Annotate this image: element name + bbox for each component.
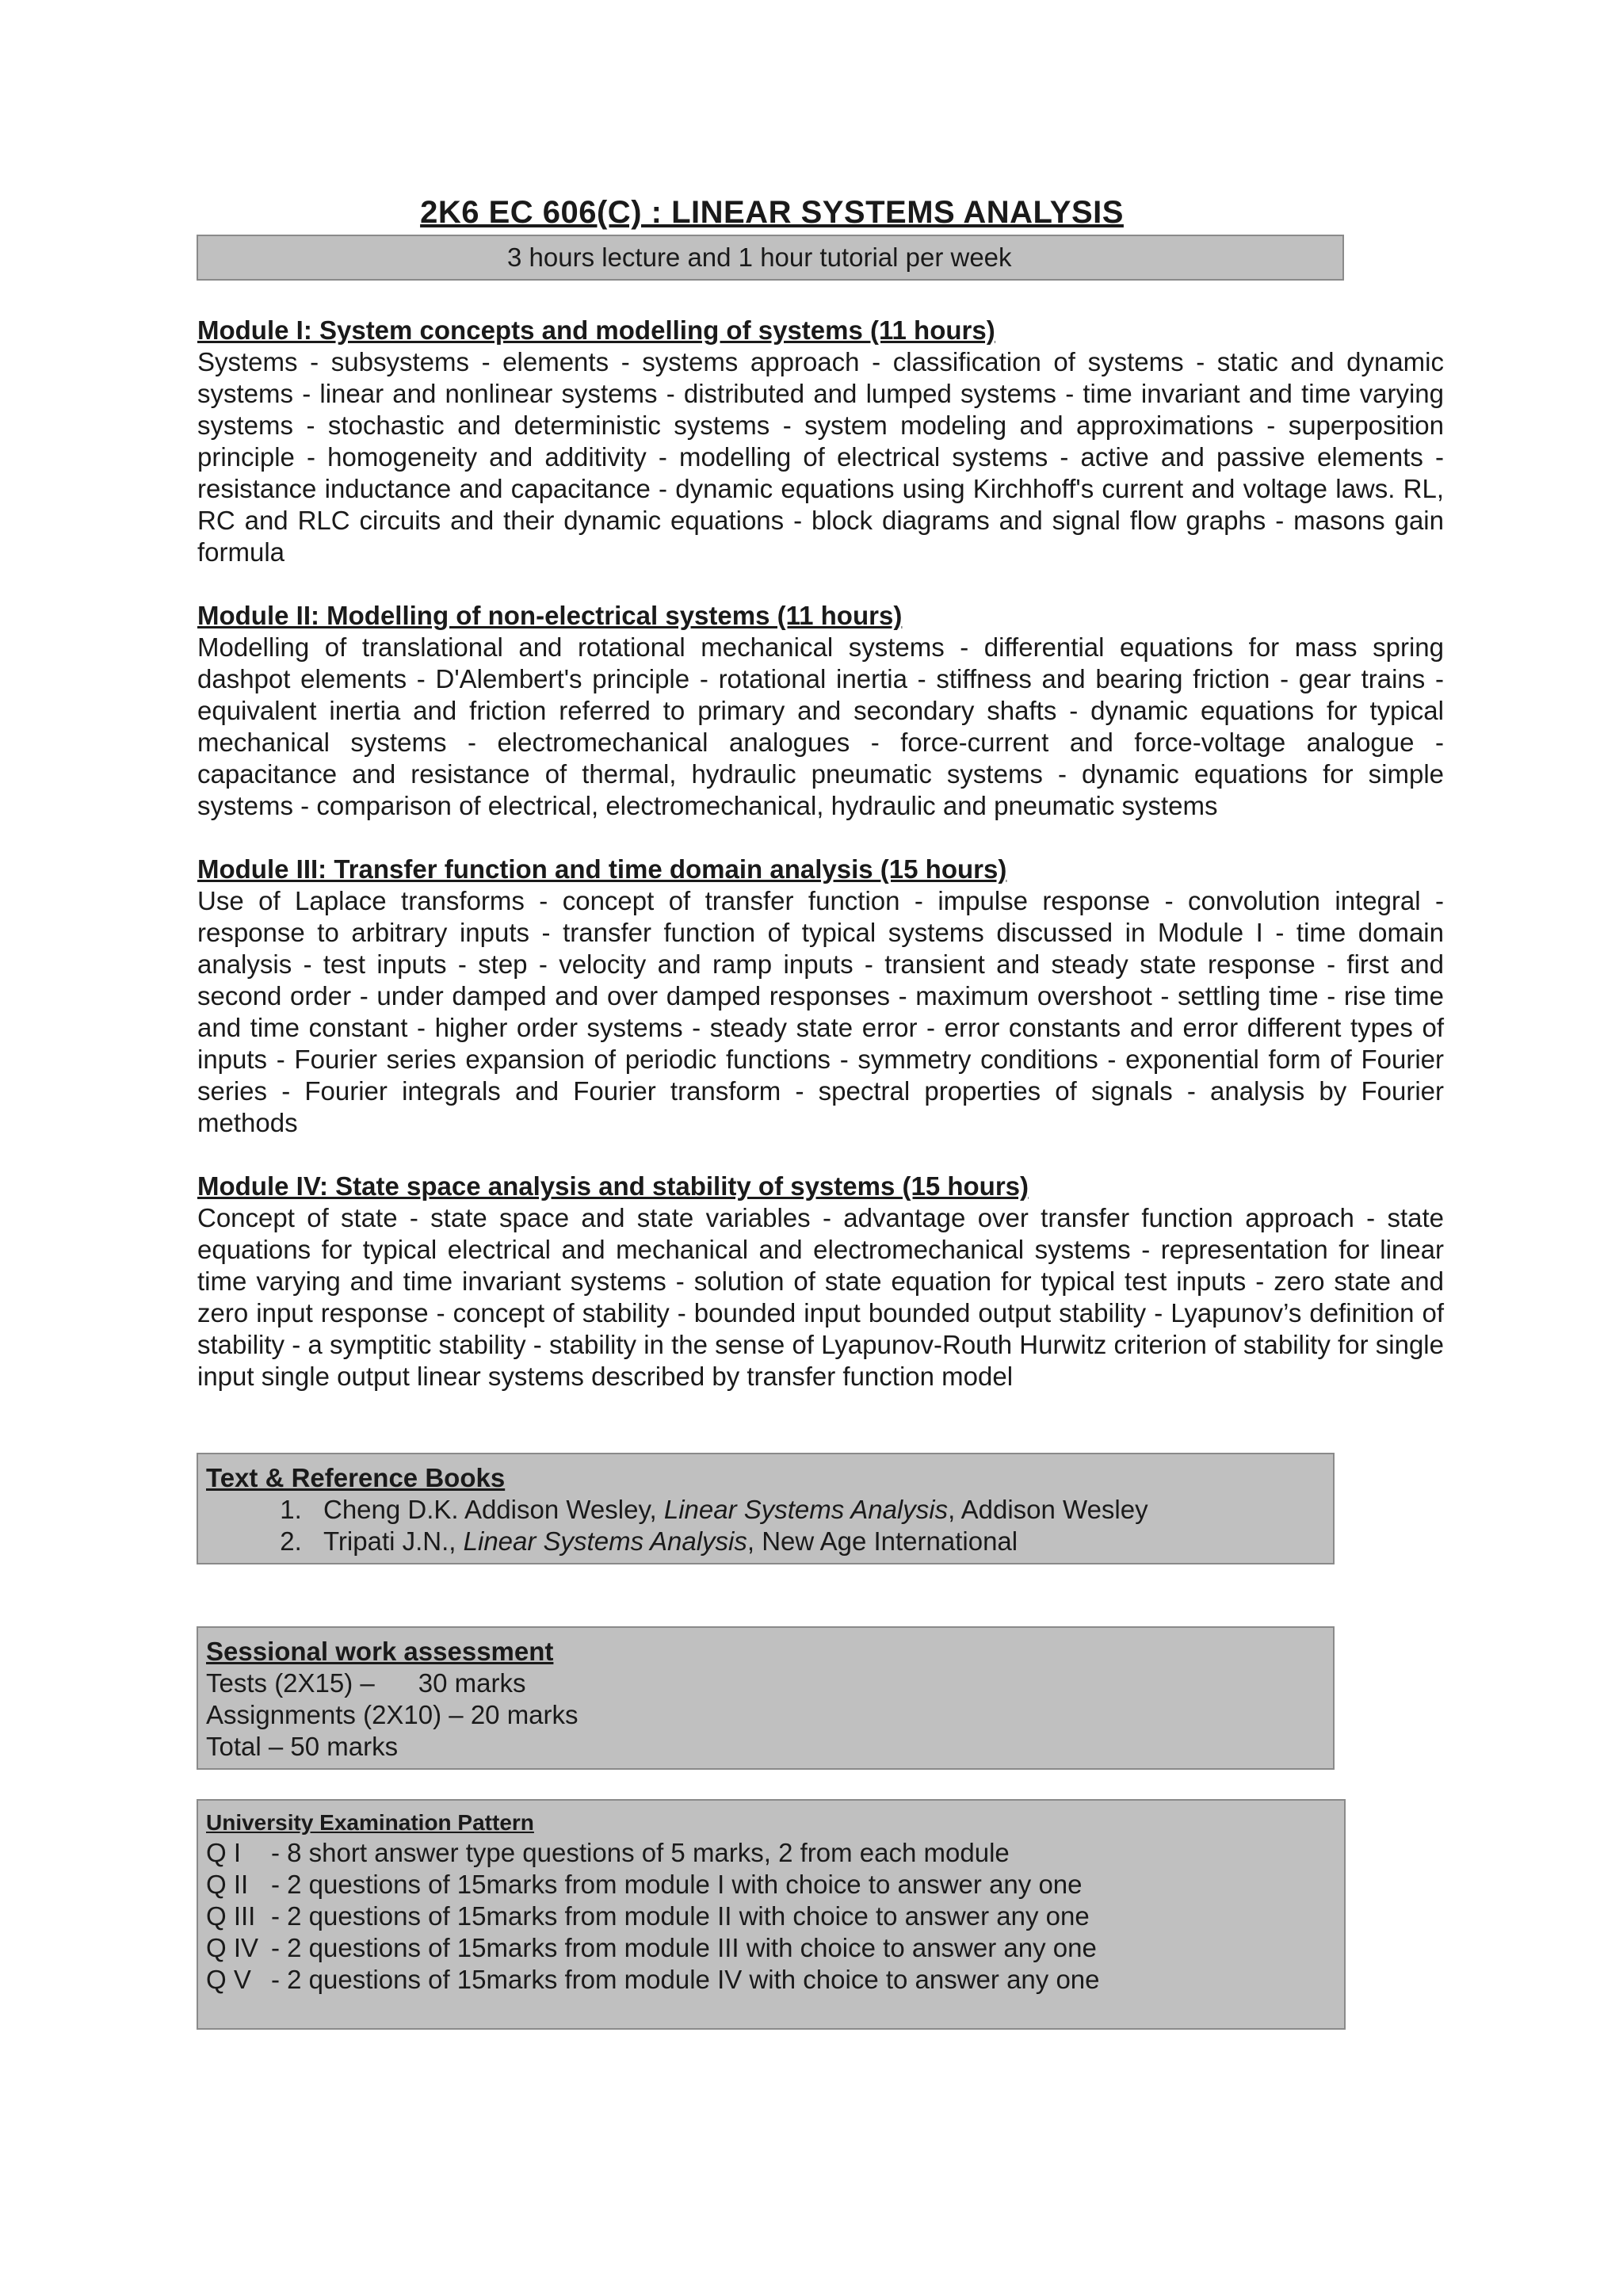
book-title: Linear Systems Analysis [663,1495,949,1524]
hours-text: 3 hours lecture and 1 hour tutorial per week [507,243,1012,272]
module-3-text: Use of Laplace transforms - concept of transfer function - impulse response - convolution integral - response to arbitrary inputs - transfer function of typical systems discussed in Module I - time domain analysis - test inputs - step - velocity and ramp inputs - transient and steady state response - first and second order - under damped and over damped responses - maximum overshoot - settling time - rise time and time constant - higher order systems - steady state error - error constants and error different types of inputs - Fourier series expansion of periodic functions - symmetry conditions - exponential form of Fourier series - Fourier integrals and Fourier transform - spectral properties of signals - analysis by Fourier methods [197,886,1444,1137]
module-4-text: Concept of state - state space and state variables - advantage over transfer function approach - state equations for typical electrical and mechanical and electromechanical systems - representation for linear time varying and time invariant systems - solution of state equation for typical test inputs - zero state and zero input response - concept of stability - bounded input bounded output stability - Lyapunov’s definition of stability - a symptitic stability - stability in the sense of Lyapunov-Routh Hurwitz criterion of stability for single input single output linear systems described by transfer function model [197,1203,1444,1391]
book-publisher: , Addison Wesley [948,1495,1148,1524]
question-description: - 8 short answer type questions of 5 marks, 2 from each module [271,1838,1010,1867]
question-number: Q II [206,1870,249,1899]
question-number: Q I [206,1838,242,1867]
question-description: - 2 questions of 15marks from module II with choice to answer any one [271,1901,1090,1931]
book-item [309,1494,1325,1526]
question-number: Q III [206,1901,256,1931]
book-author: Tripati J.N., [323,1526,464,1556]
assessment-row: Assignments (2X10) – 20 marks [206,1700,579,1729]
book-title: Linear Systems Analysis [463,1526,747,1556]
exam-row [206,1964,1336,1996]
module-2 [197,600,1444,822]
question-number: Q V [206,1965,251,1994]
exam-row [206,1869,1336,1901]
reference-books-box [197,1453,1335,1564]
module-1-text: Systems - subsystems - elements - systems approach - classification of systems - static and dynamic systems - linear and nonlinear systems - distributed and lumped systems - time invariant and time varying systems - stochastic and deterministic systems - system modeling and approximations - superposition principle - homogeneity and additivity - modelling of electrical systems - active and passive elements - resistance inductance and capacitance - dynamic equations using Kirchhoff's current and voltage laws. RL, RC and RLC circuits and their dynamic equations - block diagrams and signal flow graphs - masons gain formula [197,347,1444,567]
module-1-heading: Module I: System concepts and modelling of systems (11 hours) [197,315,995,345]
reference-books-heading: Text & Reference Books [206,1463,506,1492]
hours-banner [197,235,1344,281]
module-2-heading: Module II: Modelling of non-electrical systems (11 hours) [197,601,903,630]
exam-row [206,1901,1336,1932]
sessional-assessment-box [197,1626,1335,1770]
page-title: 2K6 EC 606(C) : LINEAR SYSTEMS ANALYSIS [420,195,1124,230]
module-2-text: Modelling of translational and rotational mechanical systems - differential equations for mass spring dashpot elements - D'Alembert's principle - rotational inertia - stiffness and bearing friction - gear trains - equivalent inertia and friction referred to primary and secondary shafts - dynamic equations for typical mechanical systems - electromechanical analogues - force-current and force-voltage analogue - capacitance and resistance of thermal, hydraulic pneumatic systems - dynamic equations for simple systems - comparison of electrical, electromechanical, hydraulic and pneumatic systems [197,632,1444,820]
module-3-heading: Module III: Transfer function and time domain analysis (15 hours) [197,854,1007,884]
question-description: - 2 questions of 15marks from module I with choice to answer any one [271,1870,1083,1899]
question-description: - 2 questions of 15marks from module IV with choice to answer any one [271,1965,1100,1994]
question-description: - 2 questions of 15marks from module III with choice to answer any one [271,1933,1097,1962]
sessional-assessment-heading: Sessional work assessment [206,1637,554,1666]
module-4 [197,1171,1444,1392]
exam-row [206,1932,1336,1964]
book-author: Cheng D.K. Addison Wesley, [323,1495,664,1524]
book-item [309,1526,1325,1557]
book-publisher: , New Age International [747,1526,1018,1556]
module-4-heading: Module IV: State space analysis and stability of systems (15 hours) [197,1171,1029,1201]
assessment-row: Tests (2X15) – 30 marks [206,1668,526,1698]
exam-row [206,1837,1336,1869]
reference-books-list [206,1494,1325,1557]
module-1 [197,315,1444,568]
exam-pattern-box [197,1799,1346,2030]
question-number: Q IV [206,1933,259,1962]
exam-pattern-heading: University Examination Pattern [206,1810,534,1835]
module-3 [197,854,1444,1139]
assessment-row: Total – 50 marks [206,1732,399,1761]
